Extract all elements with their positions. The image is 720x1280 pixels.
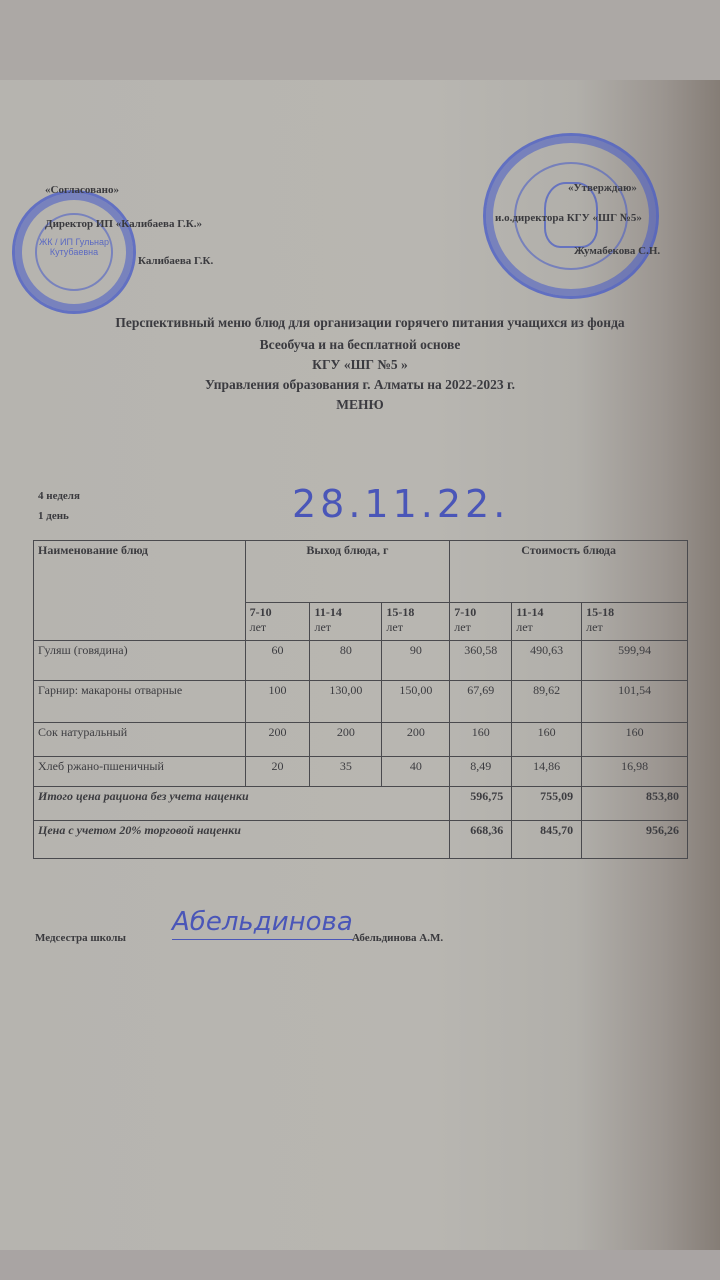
yield-cell: 60 xyxy=(245,641,310,681)
cost-cell: 16,98 xyxy=(582,757,688,787)
total-markup-value: 956,26 xyxy=(582,821,688,859)
approval-right-heading: «Утверждаю» xyxy=(568,182,637,194)
yield-cell: 35 xyxy=(310,757,382,787)
cost-cell: 8,49 xyxy=(450,757,512,787)
approval-right-position: и.о.директора КГУ «ШГ №5» xyxy=(495,212,642,224)
week-label: 4 неделя xyxy=(38,490,80,502)
dish-name: Гарнир: макароны отварные xyxy=(34,681,246,723)
title-line-3: КГУ «ШГ №5 » xyxy=(312,357,408,372)
total-markup-value: 668,36 xyxy=(450,821,512,859)
handwritten-date: 28.11.22. xyxy=(292,482,510,526)
cost-cell: 101,54 xyxy=(582,681,688,723)
yield-cell: 40 xyxy=(382,757,450,787)
yield-cell: 200 xyxy=(382,723,450,757)
menu-table xyxy=(33,540,688,859)
yield-cell: 200 xyxy=(310,723,382,757)
total-row xyxy=(34,787,688,821)
signature-role: Медсестра школы xyxy=(35,932,126,944)
cost-cell: 160 xyxy=(450,723,512,757)
total-with-markup-row xyxy=(34,821,688,859)
cost-cell: 360,58 xyxy=(450,641,512,681)
header-cost: Стоимость блюда xyxy=(450,541,688,603)
title-line-5: МЕНЮ xyxy=(336,397,384,412)
yield-cell: 20 xyxy=(245,757,310,787)
yield-cell: 100 xyxy=(245,681,310,723)
table-row xyxy=(34,681,688,723)
left-stamp-text: ЖК / ИП Гульнар Кутубаевна xyxy=(39,237,109,257)
title-line-4: Управления образования г. Алматы на 2022-2023 г. xyxy=(204,377,516,392)
table-row xyxy=(34,641,688,681)
approval-left-position: Директор ИП «Калибаева Г.К.» xyxy=(45,218,202,230)
title-line-1: Перспективный меню блюд для организации горячего питания учащихся из фонда xyxy=(115,315,625,330)
cost-cell: 89,62 xyxy=(512,681,582,723)
yield-cell: 150,00 xyxy=(382,681,450,723)
title-line-2: Всеобуча и на бесплатной основе xyxy=(259,337,461,352)
background-wall xyxy=(0,0,720,80)
age-group-cell: 15-18 лет xyxy=(582,603,688,641)
age-group-cell: 7-10 лет xyxy=(245,603,310,641)
cost-cell: 67,69 xyxy=(450,681,512,723)
signature-name: Абельдинова А.М. xyxy=(352,932,444,944)
total-value: 596,75 xyxy=(450,787,512,821)
total-markup-label: Цена с учетом 20% торговой наценки xyxy=(34,821,450,859)
yield-cell: 80 xyxy=(310,641,382,681)
approval-left-name: Калибаева Г.К. xyxy=(138,255,214,267)
age-group-cell: 11-14 лет xyxy=(310,603,382,641)
cost-cell: 160 xyxy=(512,723,582,757)
table-header-row xyxy=(34,541,688,603)
header-dish-name: Наименование блюд xyxy=(34,541,246,641)
yield-cell: 90 xyxy=(382,641,450,681)
yield-cell: 130,00 xyxy=(310,681,382,723)
table-row xyxy=(34,723,688,757)
approval-right-name: Жумабекова С.Н. xyxy=(574,245,661,257)
cost-cell: 490,63 xyxy=(512,641,582,681)
cost-cell: 599,94 xyxy=(582,641,688,681)
day-label: 1 день xyxy=(38,510,69,522)
dish-name: Гуляш (говядина) xyxy=(34,641,246,681)
handwritten-signature: Абельдинова xyxy=(172,905,353,940)
header-yield: Выход блюда, г xyxy=(245,541,450,603)
total-markup-value: 845,70 xyxy=(512,821,582,859)
age-group-cell: 7-10 лет xyxy=(450,603,512,641)
cost-cell: 160 xyxy=(582,723,688,757)
total-label: Итого цена рациона без учета наценки xyxy=(34,787,450,821)
approval-left-heading: «Согласовано» xyxy=(45,184,119,196)
cost-cell: 14,86 xyxy=(512,757,582,787)
total-value: 755,09 xyxy=(512,787,582,821)
table-row xyxy=(34,757,688,787)
yield-cell: 200 xyxy=(245,723,310,757)
age-group-cell: 15-18 лет xyxy=(382,603,450,641)
document-title xyxy=(0,313,720,415)
background-surface xyxy=(0,1250,720,1280)
left-stamp-icon xyxy=(12,190,136,314)
total-value: 853,80 xyxy=(582,787,688,821)
dish-name: Сок натуральный xyxy=(34,723,246,757)
dish-name: Хлеб ржано-пшеничный xyxy=(34,757,246,787)
age-group-cell: 11-14 лет xyxy=(512,603,582,641)
